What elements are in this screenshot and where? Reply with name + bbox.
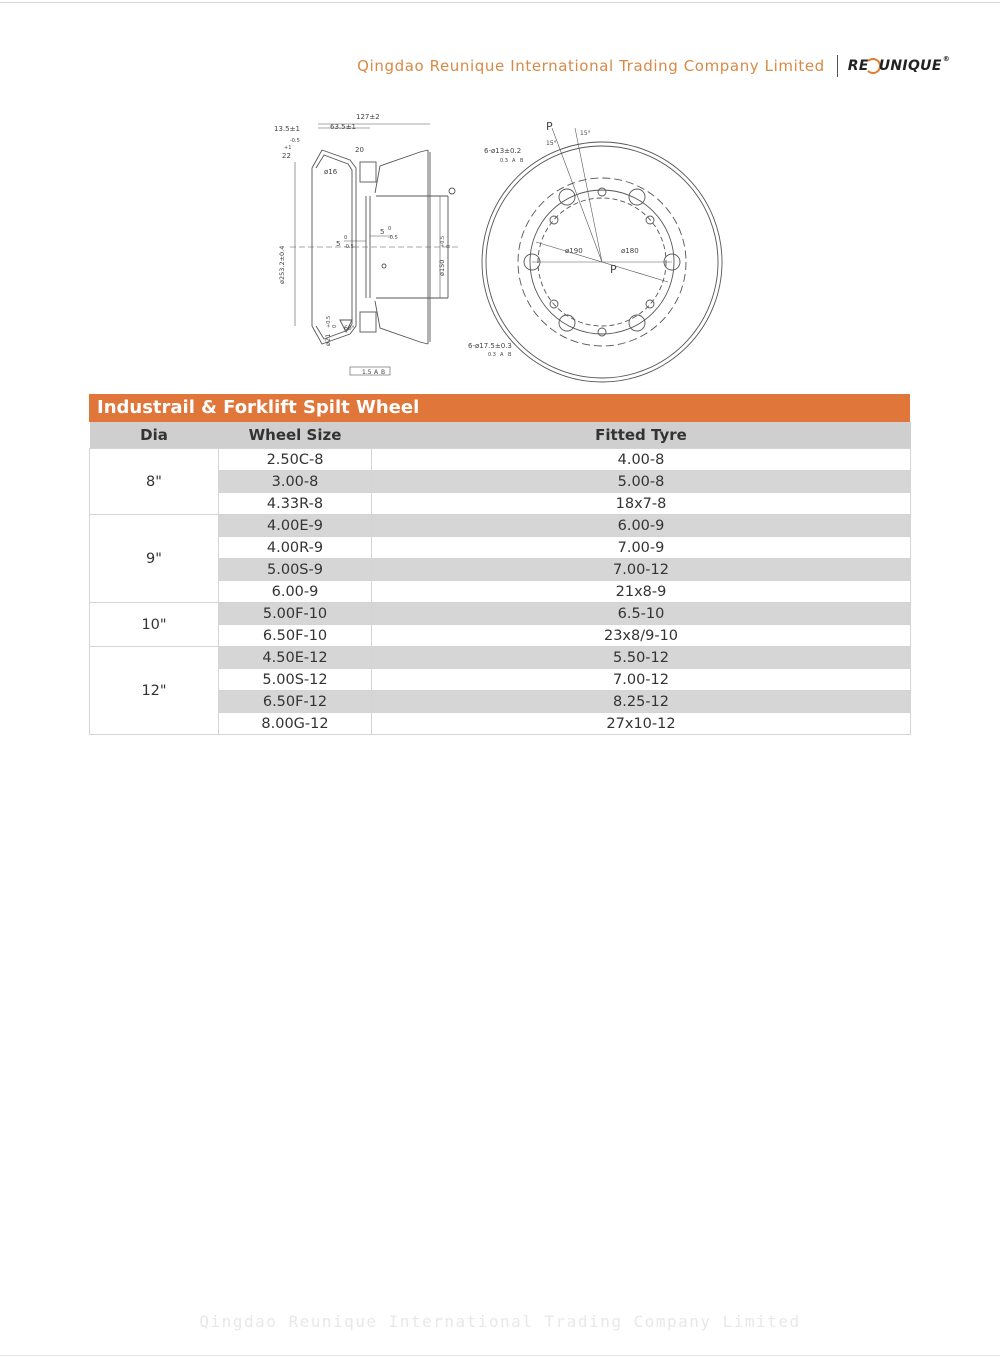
logo-text-left: RE xyxy=(847,58,869,74)
fitted-tyre-cell: 5.00-8 xyxy=(372,471,911,493)
footer-watermark: Qingdao Reunique International Trading Company Limited xyxy=(199,1312,801,1331)
dim-label: B xyxy=(508,352,512,358)
header-dia: Dia xyxy=(90,422,219,449)
fitted-tyre-cell: 27x10-12 xyxy=(372,713,911,735)
wheel-front-view xyxy=(482,128,722,382)
dim-label: ø21 xyxy=(324,333,332,346)
wheel-size-cell: 5.00F-10 xyxy=(219,603,372,625)
header-wheel-size: Wheel Size xyxy=(219,422,372,449)
dim-label: 60° xyxy=(344,325,355,332)
wheel-technical-drawing xyxy=(270,108,730,386)
wheel-size-cell: 6.00-9 xyxy=(219,581,372,603)
fitted-tyre-cell: 23x8/9-10 xyxy=(372,625,911,647)
wheel-size-cell: 6.50F-12 xyxy=(219,691,372,713)
dim-label: 0.3 xyxy=(500,158,508,164)
dim-label: ø190 xyxy=(565,247,583,255)
fitted-tyre-cell: 18x7-8 xyxy=(372,493,911,515)
top-divider xyxy=(0,2,1000,3)
header-separator xyxy=(837,55,838,77)
table-header-row xyxy=(90,422,911,449)
dim-label: ø253.2±0.4 xyxy=(278,245,286,284)
dim-label: 0.3 xyxy=(488,352,496,358)
wheel-size-cell: 4.00R-9 xyxy=(219,537,372,559)
fitted-tyre-cell: 6.5-10 xyxy=(372,603,911,625)
table-row xyxy=(90,449,911,471)
dim-label: P xyxy=(546,120,553,133)
dim-label: +0.5 xyxy=(326,315,332,328)
dim-label: A xyxy=(500,352,504,358)
wheel-size-cell: 8.00G-12 xyxy=(219,713,372,735)
fitted-tyre-cell: 7.00-9 xyxy=(372,537,911,559)
company-logo xyxy=(847,55,950,74)
dim-label: P xyxy=(610,263,617,276)
fitted-tyre-cell: 6.00-9 xyxy=(372,515,911,537)
fitted-tyre-cell: 8.25-12 xyxy=(372,691,911,713)
table-title: Industrail & Forklift Spilt Wheel xyxy=(89,394,910,422)
wheel-size-cell: 3.00-8 xyxy=(219,471,372,493)
dim-label: ø180 xyxy=(621,247,639,255)
dim-label: 6-ø13±0.2 xyxy=(484,147,522,155)
fitted-tyre-cell: 7.00-12 xyxy=(372,669,911,691)
table-row xyxy=(90,603,911,625)
wheel-spec-table-section xyxy=(89,394,910,735)
dia-cell: 9" xyxy=(90,515,219,603)
fitted-tyre-cell: 4.00-8 xyxy=(372,449,911,471)
right-drawing-labels xyxy=(468,120,639,358)
dim-label: 63.5±1 xyxy=(330,123,356,131)
dim-label: ø16 xyxy=(324,168,338,176)
logo-registered-mark: ® xyxy=(942,55,950,63)
table-row xyxy=(90,647,911,669)
dim-label: -0.5 xyxy=(388,235,398,241)
left-drawing-labels xyxy=(274,113,452,376)
page-header xyxy=(357,52,950,80)
dim-label: -0.5 xyxy=(290,138,300,144)
dim-label: 6-ø17.5±0.3 xyxy=(468,342,512,350)
dim-label: +1 xyxy=(284,145,292,151)
dim-label: -0.5 xyxy=(344,244,354,250)
fitted-tyre-cell: 5.50-12 xyxy=(372,647,911,669)
wheel-size-cell: 4.33R-8 xyxy=(219,493,372,515)
dim-label: B xyxy=(381,369,386,376)
wheel-spec-table xyxy=(89,422,911,735)
wheel-size-cell: 6.50F-10 xyxy=(219,625,372,647)
dia-cell: 12" xyxy=(90,647,219,735)
dim-label: 127±2 xyxy=(356,113,380,121)
dia-cell: 10" xyxy=(90,603,219,647)
bottom-divider xyxy=(0,1355,1000,1356)
dim-label: 0 xyxy=(388,226,392,232)
dim-label: 5 xyxy=(380,228,385,236)
table-row xyxy=(90,515,911,537)
wheel-size-cell: 4.50E-12 xyxy=(219,647,372,669)
fitted-tyre-cell: 21x8-9 xyxy=(372,581,911,603)
dim-label: 22 xyxy=(282,152,291,160)
rim-cross-section xyxy=(290,124,460,375)
dim-label: 15° xyxy=(580,130,591,137)
dim-label: B xyxy=(520,158,524,164)
dim-label: 0 xyxy=(344,235,348,241)
dim-label: 5 xyxy=(336,240,341,248)
dim-label: +0.5 xyxy=(440,235,446,248)
company-name: Qingdao Reunique International Trading Company Limited xyxy=(357,57,825,75)
dim-label: A xyxy=(512,158,516,164)
dim-label: A xyxy=(374,369,379,376)
dim-label: ø150 xyxy=(438,259,446,276)
wheel-size-cell: 4.00E-9 xyxy=(219,515,372,537)
fitted-tyre-cell: 7.00-12 xyxy=(372,559,911,581)
wheel-size-cell: 5.00S-9 xyxy=(219,559,372,581)
dia-cell: 8" xyxy=(90,449,219,515)
wheel-size-cell: 2.50C-8 xyxy=(219,449,372,471)
dim-label: 0 xyxy=(446,244,452,248)
logo-text-right: UNIQUE xyxy=(878,58,942,74)
dim-label: 1.5 xyxy=(362,369,372,376)
header-fitted-tyre: Fitted Tyre xyxy=(372,422,911,449)
wheel-size-cell: 5.00S-12 xyxy=(219,669,372,691)
dim-label: 0 xyxy=(332,324,338,328)
dim-label: 20 xyxy=(355,146,364,154)
dim-label: 13.5±1 xyxy=(274,125,300,133)
dim-label: 15° xyxy=(546,140,557,147)
